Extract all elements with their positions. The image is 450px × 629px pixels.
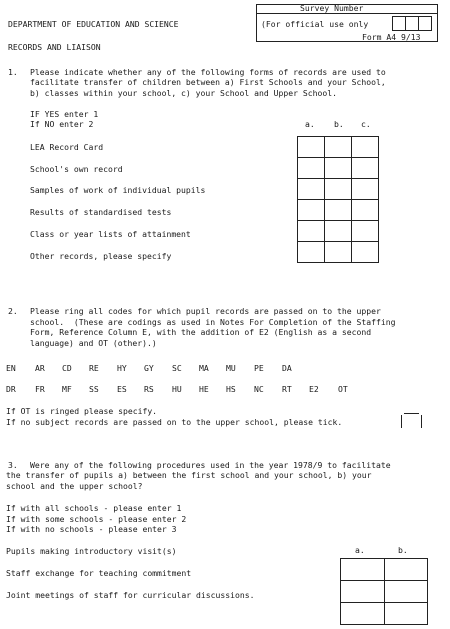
q1-cell[interactable]	[352, 221, 379, 242]
q1-cell[interactable]	[325, 200, 352, 221]
survey-number-label: Survey Number	[300, 3, 364, 13]
code-HU[interactable]: HU	[172, 384, 182, 394]
q3-cell[interactable]	[341, 559, 385, 581]
q2-text-line: language) and OT (other).)	[30, 338, 157, 348]
q1-item-samples-of-work: Samples of work of individual pupils	[30, 185, 206, 195]
q1-cell[interactable]	[352, 158, 379, 179]
q1-item-schools-own-record: School's own record	[30, 164, 123, 174]
q3-item-joint-meetings: Joint meetings of staff for curricular discussions.	[6, 590, 255, 600]
q1-item-other-records: Other records, please specify	[30, 251, 172, 261]
code-EN[interactable]: EN	[6, 363, 16, 373]
survey-divider	[256, 13, 437, 14]
tick-box-left-edge	[401, 415, 402, 428]
q1-cell[interactable]	[325, 221, 352, 242]
section-title: RECORDS AND LIAISON	[8, 42, 101, 52]
q1-text-line: b) classes within your school, c) your School and Upper School.	[30, 88, 337, 98]
q1-cell[interactable]	[298, 200, 325, 221]
code-PE[interactable]: PE	[254, 363, 264, 373]
code-AR[interactable]: AR	[35, 363, 45, 373]
q2-text-line: school. (These are codings as used in Notes For Completion of the Staffing	[30, 317, 396, 327]
q2-tick-box[interactable]	[401, 413, 423, 429]
q1-cell[interactable]	[325, 158, 352, 179]
q1-cell[interactable]	[298, 221, 325, 242]
q1-text-line: Please indicate whether any of the following forms of records are used to	[30, 67, 386, 77]
q1-text-line: facilitate transfer of children between a) First Schools and your School,	[30, 77, 386, 87]
q1-cell[interactable]	[352, 242, 379, 263]
code-ES[interactable]: ES	[117, 384, 127, 394]
q2-no-subject-records: If no subject records are passed on to the upper school, please tick.	[6, 417, 343, 427]
q1-col-b: b.	[334, 119, 344, 129]
q3-item-introductory-visits: Pupils making introductory visit(s)	[6, 546, 177, 556]
q3-col-b: b.	[398, 545, 408, 555]
q3-rule-all: If with all schools - please enter 1	[6, 503, 182, 513]
q2-text-line: Please ring all codes for which pupil records are passed on to the upper	[30, 306, 381, 316]
department-title: DEPARTMENT OF EDUCATION AND SCIENCE	[8, 19, 179, 29]
code-DA[interactable]: DA	[282, 363, 292, 373]
code-OT[interactable]: OT	[338, 384, 348, 394]
q1-cell[interactable]	[325, 137, 352, 158]
code-MA[interactable]: MA	[199, 363, 209, 373]
tick-box-right-edge	[421, 415, 422, 428]
official-use-label: (For official use only	[261, 19, 369, 29]
survey-field-divider	[405, 16, 406, 30]
q3-cell[interactable]	[384, 559, 428, 581]
q3-text-line: school and the upper school?	[6, 481, 143, 491]
q3-rule-some: If with some schools - please enter 2	[6, 514, 187, 524]
q1-item-lea-record-card: LEA Record Card	[30, 142, 104, 152]
code-MF[interactable]: MF	[62, 384, 72, 394]
q1-item-attainment-lists: Class or year lists of attainment	[30, 229, 191, 239]
q3-cell[interactable]	[341, 581, 385, 603]
q1-if-no: If NO enter 2	[30, 119, 94, 129]
q1-cell[interactable]	[352, 137, 379, 158]
code-MU[interactable]: MU	[226, 363, 236, 373]
q3-col-a: a.	[355, 545, 365, 555]
q1-number: 1.	[8, 67, 18, 77]
q1-cell[interactable]	[352, 200, 379, 221]
code-DR[interactable]: DR	[6, 384, 16, 394]
form-reference: Form A4 9/13	[362, 32, 421, 42]
q2-text-line: Form, Reference Column E, with the addition of E2 (English as a second	[30, 327, 372, 337]
q3-rule-none: If with no schools - please enter 3	[6, 524, 177, 534]
q3-number: 3.	[8, 460, 18, 470]
code-FR[interactable]: FR	[35, 384, 45, 394]
code-CD[interactable]: CD	[62, 363, 72, 373]
q2-number: 2.	[8, 306, 18, 316]
code-GY[interactable]: GY	[144, 363, 154, 373]
q3-text-line: Were any of the following procedures used in the year 1978/9 to facilitate	[30, 460, 391, 470]
q1-col-a: a.	[305, 119, 315, 129]
code-E2[interactable]: E2	[309, 384, 319, 394]
q1-cell[interactable]	[325, 242, 352, 263]
q1-item-standardised-tests: Results of standardised tests	[30, 207, 172, 217]
q3-cell[interactable]	[341, 603, 385, 625]
q1-if-yes: IF YES enter 1	[30, 109, 99, 119]
q1-cell[interactable]	[298, 242, 325, 263]
q1-cell[interactable]	[298, 158, 325, 179]
tick-box-top-edge	[404, 413, 419, 414]
q3-item-staff-exchange: Staff exchange for teaching commitment	[6, 568, 192, 578]
code-SC[interactable]: SC	[172, 363, 182, 373]
q3-text-line: the transfer of pupils a) between the first school and your school, b) your	[6, 470, 372, 480]
survey-number-field[interactable]	[392, 16, 432, 31]
q3-answer-grid	[340, 558, 428, 625]
code-RS[interactable]: RS	[144, 384, 154, 394]
code-NC[interactable]: NC	[254, 384, 264, 394]
code-HY[interactable]: HY	[117, 363, 127, 373]
q3-cell[interactable]	[384, 581, 428, 603]
q2-ot-specify: If OT is ringed please specify.	[6, 406, 158, 416]
q1-cell[interactable]	[352, 179, 379, 200]
q1-cell[interactable]	[298, 137, 325, 158]
q1-answer-grid	[297, 136, 379, 263]
q1-cell[interactable]	[298, 179, 325, 200]
q1-cell[interactable]	[325, 179, 352, 200]
survey-field-divider	[418, 16, 419, 30]
code-HE[interactable]: HE	[199, 384, 209, 394]
code-SS[interactable]: SS	[89, 384, 99, 394]
code-RE[interactable]: RE	[89, 363, 99, 373]
code-HS[interactable]: HS	[226, 384, 236, 394]
code-RT[interactable]: RT	[282, 384, 292, 394]
q1-col-c: c.	[361, 119, 371, 129]
q3-cell[interactable]	[384, 603, 428, 625]
